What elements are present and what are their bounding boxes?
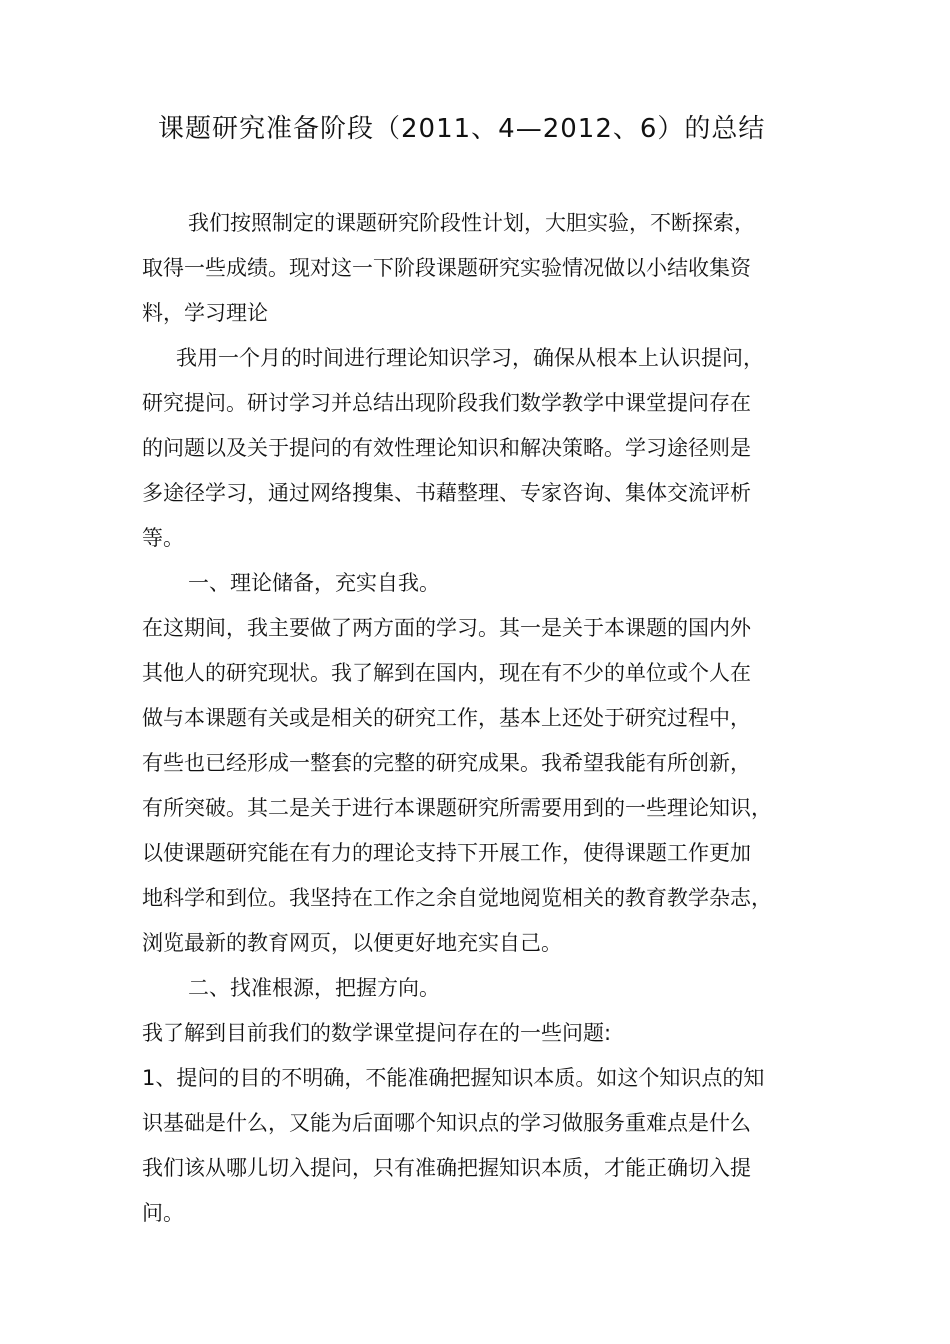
list-item-line: 我们该从哪儿切入提问，只有准确把握知识本质，才能正确切入提 <box>142 1156 751 1180</box>
paragraph-line: 研究提问。研讨学习并总结出现阶段我们数学教学中课堂提问存在 <box>142 391 751 415</box>
paragraph-line: 我们按照制定的课题研究阶段性计划，大胆实验，不断探索， <box>188 211 755 235</box>
paragraph-line: 的问题以及关于提问的有效性理论知识和解决策略。学习途径则是 <box>142 436 751 460</box>
paragraph-line: 做与本课题有关或是相关的研究工作，基本上还处于研究过程中， <box>142 706 751 730</box>
paragraph-line: 以使课题研究能在有力的理论支持下开展工作，使得课题工作更加 <box>142 841 751 865</box>
paragraph-line: 地科学和到位。我坚持在工作之余自觉地阅览相关的教育教学杂志， <box>142 886 772 910</box>
paragraph-line: 在这期间，我主要做了两方面的学习。其一是关于本课题的国内外 <box>142 616 751 640</box>
paragraph-line: 我用一个月的时间进行理论知识学习，确保从根本上认识提问， <box>176 346 764 370</box>
section-heading: 一、理论储备，充实自我。 <box>188 571 440 595</box>
paragraph-line: 料，学习理论 <box>142 301 268 325</box>
section-heading: 二、找准根源，把握方向。 <box>188 976 440 1000</box>
paragraph-line: 有所突破。其二是关于进行本课题研究所需要用到的一些理论知识， <box>142 796 772 820</box>
document-title: 课题研究准备阶段（2011、4—2012、6）的总结 <box>158 114 766 144</box>
paragraph-line: 有些也已经形成一整套的完整的研究成果。我希望我能有所创新， <box>142 751 751 775</box>
paragraph-line: 其他人的研究现状。我了解到在国内，现在有不少的单位或个人在 <box>142 661 751 685</box>
list-item-line: 1、提问的目的不明确，不能准确把握知识本质。如这个知识点的知 <box>142 1066 765 1090</box>
paragraph-line: 取得一些成绩。现对这一下阶段课题研究实验情况做以小结收集资 <box>142 256 751 280</box>
paragraph-line: 浏览最新的教育网页，以便更好地充实自己。 <box>142 931 562 955</box>
paragraph-line: 我了解到目前我们的数学课堂提问存在的一些问题: <box>142 1021 612 1045</box>
paragraph-line: 等。 <box>142 526 184 550</box>
list-item-line: 识基础是什么，又能为后面哪个知识点的学习做服务重难点是什么 <box>142 1111 751 1135</box>
list-item-line: 问。 <box>142 1201 184 1225</box>
paragraph-line: 多途径学习，通过网络搜集、书藉整理、专家咨询、集体交流评析 <box>142 481 751 505</box>
